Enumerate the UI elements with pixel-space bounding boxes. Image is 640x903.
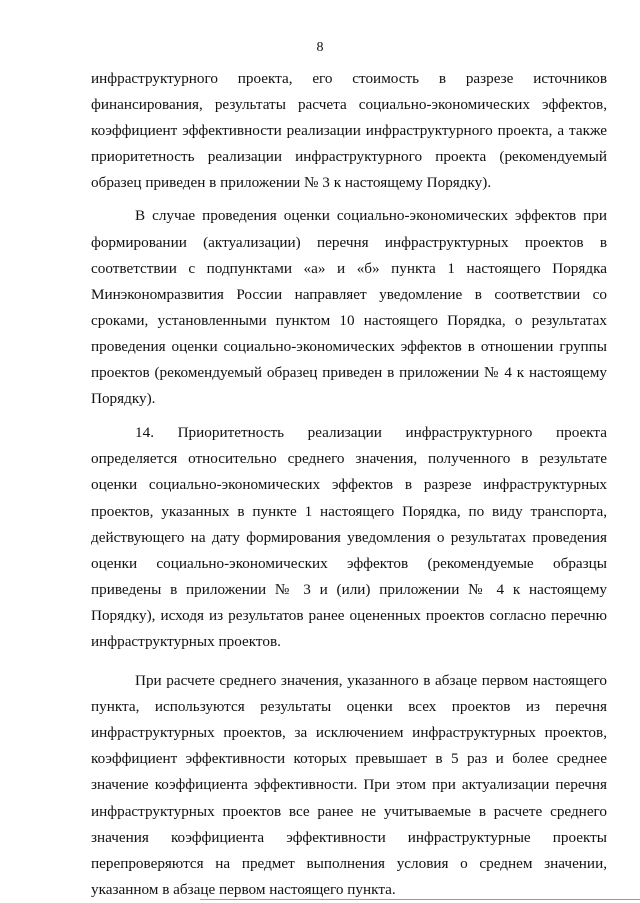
paragraph-average-calculation: При расчете среднего значения, указанного в абзаце первом настоящего пункта, используются результаты оценки всех проектов из перечня инфраструктурных проектов, за исключением инфраструктурных проектов, коэффициент эффективности которых превышает в 5 раз и более среднее значение коэффициента эффективности. При этом при актуализации перечня инфраструктурных проектов все ранее не учитываемые в расчете среднего значения коэффициента эффективности инфраструктурные проекты перепроверяются на предмет выполнения условия о среднем значении, указанном в абзаце первом настоящего пункта. [91, 672, 607, 898]
paragraph-continuation: инфраструктурного проекта, его стоимость в разрезе источников финансирования, результаты расчета социально-экономических эффектов, коэффициент эффективности реализации инфраструктурного проекта, а также приоритетность реализации инфраструктурного проекта (рекомендуемый образец приведен в приложении № 3 к настоящему Порядку). [91, 70, 607, 192]
paragraph-notification: В случае проведения оценки социально-экономических эффектов при формировании (актуализации) перечня инфраструктурных проектов в соответствии с подпунктами «а» и «б» пункта 1 настоящего Порядка Минэкономразвития России направляет уведомление в соответствии со сроками, установленными пунктом 10 настоящего Порядка, о результатах проведения оценки социально-экономических эффектов в отношении группы проектов (рекомендуемый образец приведен в приложении № 4 к настоящему Порядку). [91, 207, 607, 408]
page-number: 8 [316, 40, 324, 55]
document-body [91, 66, 607, 903]
paragraph-clause-14: 14. Приоритетность реализации инфраструктурного проекта определяется относительно среднего значения, полученного в результате оценки социально-экономических эффектов в разрезе инфраструктурных проектов, указанных в пункте 1 настоящего Порядка, по виду транспорта, действующего на дату формирования уведомления о результатах проведения оценки социально-экономических эффектов (рекомендуемые образцы приведены в приложении № 3 и (или) приложении № 4 к настоящему Порядку), исходя из результатов ранее оцененных проектов согласно перечню инфраструктурных проектов. [91, 424, 607, 650]
scan-edge-line [200, 899, 640, 900]
